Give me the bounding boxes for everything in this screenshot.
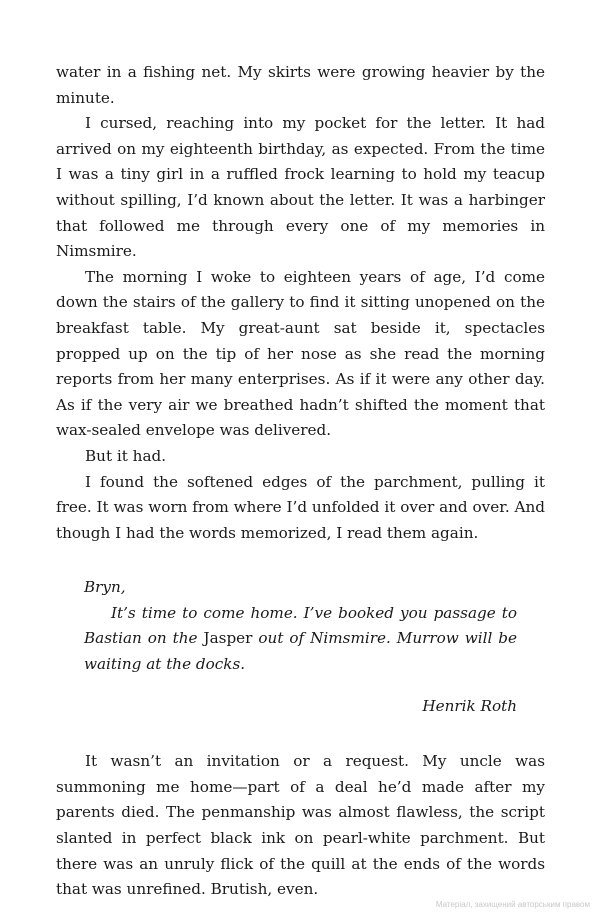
- paragraph-2: I cursed, reaching into my pocket for the letter. It had arrived on my eighteenth birthday, as expected. From the time I was a tiny girl in a ruffled frock learning to hold my teacup without spilling, I’d known about the letter. It was a harbinger that followed me through every one of my memories in Nimsmire.: [56, 114, 545, 261]
- letter-body: [84, 601, 517, 678]
- letter-greeting: Bryn,: [84, 578, 126, 597]
- book-page-text: [56, 60, 545, 903]
- letter-body-end: out of Nimsmire. Murrow will be waiting at the docks.: [84, 629, 517, 674]
- paragraph-6: It wasn’t an invitation or a request. My uncle was summoning me home—part of a deal he’d made after my parents died. The penmanship was almost flawless, the script slanted in perfect black ink on pearl-white parchment. But there was an unruly flick of the quill at the ends of the words that was unrefined. Brutish, even.: [56, 752, 545, 899]
- copyright-watermark: Матеріал, захищений авторським правом: [435, 900, 590, 909]
- paragraph-1: water in a fishing net. My skirts were growing heavier by the minute.: [56, 63, 545, 107]
- letter-block: [84, 575, 517, 719]
- ship-name: Jasper: [203, 629, 253, 648]
- letter-signature: Henrik Roth: [422, 696, 517, 715]
- paragraph-4: But it had.: [85, 446, 167, 465]
- paragraph-3: The morning I woke to eighteen years of age, I’d come down the stairs of the gallery to find it sitting unopened on the breakfast table. My great-aunt sat beside it, spectacles propped up on the tip of her nose as she read the morning reports from her many enterprises. As if it were any other day. As if the very air we breathed hadn’t shifted the moment that wax-sealed envelope was delivered.: [56, 267, 545, 440]
- letter-body-start: It’s time to come home. I’ve booked you passage to Bastian on the: [84, 603, 517, 648]
- paragraph-5: I found the softened edges of the parchment, pulling it free. It was worn from where I’d unfolded it over and over. And though I had the words memorized, I read them again.: [56, 472, 545, 542]
